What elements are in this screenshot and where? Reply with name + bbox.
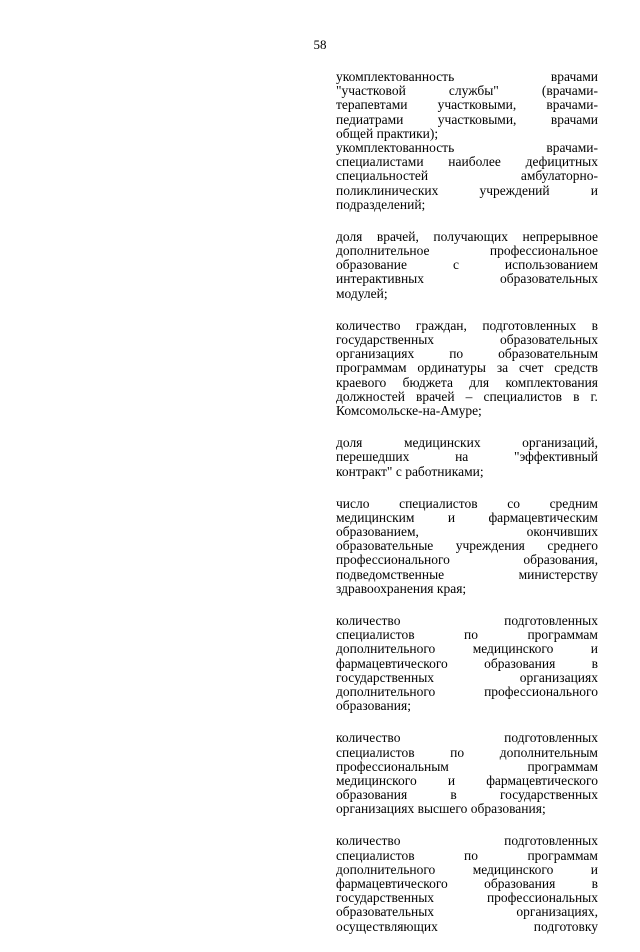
word: общей практики); xyxy=(336,125,439,141)
word: организациях xyxy=(336,346,415,362)
word: подготовленных xyxy=(482,317,577,333)
word: государственных xyxy=(336,669,435,685)
word: подразделений; xyxy=(336,196,426,212)
word: подготовленных xyxy=(504,730,598,746)
word: службы" xyxy=(448,83,499,99)
word: укомплектованность xyxy=(336,139,455,155)
word: специальностей xyxy=(336,168,429,184)
text-line xyxy=(336,258,598,272)
text-line xyxy=(336,287,598,301)
word: наиболее xyxy=(448,154,501,170)
word: фармацевтического xyxy=(336,876,448,891)
word: образовательных xyxy=(499,271,598,287)
word: средств xyxy=(554,360,598,376)
word: организациях высшего образования; xyxy=(336,801,546,817)
word: Комсомольске-на-Амуре; xyxy=(336,402,482,418)
word: средним xyxy=(549,495,598,511)
paragraph xyxy=(336,834,598,933)
word: профессиональных xyxy=(486,890,598,906)
text-line xyxy=(336,614,598,628)
text-line xyxy=(336,244,598,258)
text-line xyxy=(336,891,598,905)
word: профессиональным xyxy=(336,758,449,774)
word: счет xyxy=(519,360,544,376)
word: профессионального xyxy=(336,552,450,568)
text-line xyxy=(336,539,598,553)
word: ординатуры xyxy=(417,360,486,376)
word: получающих xyxy=(433,228,508,244)
word: учреждения xyxy=(455,538,525,554)
word: подготовку xyxy=(533,918,598,934)
paragraph xyxy=(336,319,598,418)
word: по xyxy=(450,744,465,760)
paragraph xyxy=(336,614,598,713)
word: государственных xyxy=(336,332,435,347)
text-line xyxy=(336,849,598,863)
paragraph xyxy=(336,497,598,596)
word: краевого xyxy=(336,374,387,390)
text-line xyxy=(336,657,598,671)
text-line xyxy=(336,333,598,347)
word: на xyxy=(455,449,469,465)
word: со xyxy=(507,495,520,511)
text-line xyxy=(336,155,598,169)
word: доля xyxy=(336,435,363,451)
word: специалистов xyxy=(336,847,415,863)
text-line xyxy=(336,905,598,919)
text-line xyxy=(336,774,598,788)
word: программам xyxy=(527,847,598,863)
word: количество xyxy=(336,730,401,746)
word: дополнительное xyxy=(336,243,430,259)
word: педиатрами xyxy=(336,111,404,127)
word: медицинских xyxy=(403,435,481,451)
word: организаций, xyxy=(522,435,598,451)
text-line xyxy=(336,198,598,212)
word: программам xyxy=(336,360,407,376)
word: врачей, xyxy=(376,228,419,244)
text-line xyxy=(336,465,598,479)
word: и xyxy=(590,861,598,877)
text-line xyxy=(336,404,598,418)
word: образования, xyxy=(523,552,598,568)
word: государственных xyxy=(336,890,435,906)
word: "участковой xyxy=(336,83,406,99)
text-line xyxy=(336,184,598,198)
word: образовательные xyxy=(336,538,434,554)
word: дополнительного xyxy=(336,861,436,877)
word: среднего xyxy=(547,538,598,554)
word: и xyxy=(590,641,598,657)
word: осуществляющих xyxy=(336,918,438,934)
text-line xyxy=(336,113,598,127)
word: использованием xyxy=(504,257,598,273)
word: специалистами xyxy=(336,154,424,170)
word: укомплектованность xyxy=(336,69,455,84)
word: г. xyxy=(590,388,598,404)
paragraph xyxy=(336,436,598,479)
word: дефицитных xyxy=(525,154,598,170)
text-line xyxy=(336,788,598,802)
text-line xyxy=(336,84,598,98)
word: образования; xyxy=(336,698,411,714)
text-line xyxy=(336,230,598,244)
word: (врачами- xyxy=(541,83,598,99)
word: врачами xyxy=(550,111,598,127)
page-number: 58 xyxy=(313,37,327,52)
word: количество xyxy=(336,833,401,849)
word: образованием, xyxy=(336,524,419,540)
word: медицинского xyxy=(472,641,554,657)
word: граждан, xyxy=(415,317,467,333)
word: медицинского xyxy=(472,861,554,877)
text-line xyxy=(336,272,598,286)
text-line xyxy=(336,920,598,934)
word: врачами- xyxy=(546,139,598,155)
word: министерству xyxy=(518,566,598,582)
text-line xyxy=(336,685,598,699)
text-line xyxy=(336,70,598,84)
text-line xyxy=(336,553,598,567)
text-line xyxy=(336,731,598,745)
paragraph xyxy=(336,230,598,301)
word: медицинским xyxy=(336,509,415,525)
word: образовательных xyxy=(499,332,598,347)
word: образовательных xyxy=(336,904,435,920)
word: модулей; xyxy=(336,285,388,301)
word: интерактивных xyxy=(336,271,425,287)
word: в xyxy=(573,388,580,404)
word: специалистов xyxy=(399,495,478,511)
word: в xyxy=(591,876,598,891)
text-line xyxy=(336,98,598,112)
text-line xyxy=(336,568,598,582)
word: образование xyxy=(336,257,407,273)
word: специалистов xyxy=(336,627,415,643)
text-line xyxy=(336,436,598,450)
text-line xyxy=(336,628,598,642)
word: в xyxy=(591,317,598,333)
word: за xyxy=(496,360,509,376)
word: программам xyxy=(527,758,598,774)
word: "эффективный xyxy=(513,449,598,465)
word: по xyxy=(464,847,478,863)
paragraph xyxy=(336,70,598,212)
word: участковыми, xyxy=(437,97,517,113)
word: специалистов xyxy=(336,744,415,760)
document-body xyxy=(336,70,598,952)
word: фармацевтическим xyxy=(488,509,598,525)
word: бюджета xyxy=(402,374,453,390)
word: подготовленных xyxy=(504,613,598,628)
word: по xyxy=(449,346,464,362)
word: окончивших xyxy=(526,524,598,540)
word: в xyxy=(591,655,598,671)
text-line xyxy=(336,169,598,183)
text-line xyxy=(336,319,598,333)
word: профессиональное xyxy=(489,243,598,259)
word: программам xyxy=(527,627,598,643)
text-line xyxy=(336,642,598,656)
word: контракт" с работниками; xyxy=(336,463,484,479)
text-line xyxy=(336,390,598,404)
word: врачей xyxy=(416,388,455,404)
word: подведомственные xyxy=(336,566,445,582)
word: участковыми, xyxy=(437,111,517,127)
word: фармацевтического xyxy=(486,772,598,788)
word: и xyxy=(447,772,456,788)
word: доля xyxy=(336,228,363,244)
word: количество xyxy=(336,317,401,333)
text-line xyxy=(336,141,598,155)
word: и xyxy=(590,182,598,198)
word: образовательным xyxy=(498,346,598,362)
word: амбулаторно- xyxy=(520,168,598,184)
word: по xyxy=(464,627,478,643)
word: государственных xyxy=(499,787,598,803)
word: – xyxy=(465,388,473,404)
word: перешедших xyxy=(336,449,410,465)
word: с xyxy=(452,257,459,273)
word: врачами- xyxy=(546,97,598,113)
word: непрерывное xyxy=(522,228,598,244)
text-line xyxy=(336,746,598,760)
text-line xyxy=(336,877,598,891)
text-line xyxy=(336,361,598,375)
text-line xyxy=(336,511,598,525)
text-line xyxy=(336,863,598,877)
word: подготовленных xyxy=(504,833,598,849)
text-line xyxy=(336,671,598,685)
word: специалистов xyxy=(483,388,563,404)
word: должностей xyxy=(336,388,405,404)
text-line xyxy=(336,347,598,361)
word: в xyxy=(450,787,457,803)
word: дополнительного xyxy=(336,683,436,699)
word: количество xyxy=(336,613,401,628)
word: для xyxy=(469,374,490,390)
text-line xyxy=(336,127,598,141)
word: комплектования xyxy=(505,374,598,390)
word: здравоохранения края; xyxy=(336,580,467,596)
word: образования xyxy=(484,876,556,891)
word: образования xyxy=(336,787,408,803)
word: число xyxy=(336,495,370,511)
word: медицинского xyxy=(336,772,417,788)
paragraph xyxy=(336,731,598,816)
text-line xyxy=(336,497,598,511)
word: профессионального xyxy=(484,683,598,699)
text-line xyxy=(336,450,598,464)
word: поликлинических xyxy=(336,182,439,198)
text-line xyxy=(336,802,598,816)
word: организациях xyxy=(519,669,598,685)
text-line xyxy=(336,834,598,848)
word: фармацевтического xyxy=(336,655,448,671)
word: и xyxy=(447,509,456,525)
word: дополнительного xyxy=(336,641,436,657)
text-line xyxy=(336,525,598,539)
word: организациях, xyxy=(516,904,598,920)
word: образования xyxy=(484,655,556,671)
word: учреждений xyxy=(479,182,550,198)
word: врачами xyxy=(550,69,598,84)
text-line xyxy=(336,699,598,713)
word: дополнительным xyxy=(499,744,598,760)
text-line xyxy=(336,760,598,774)
text-line xyxy=(336,582,598,596)
word: терапевтами xyxy=(336,97,408,113)
text-line xyxy=(336,376,598,390)
